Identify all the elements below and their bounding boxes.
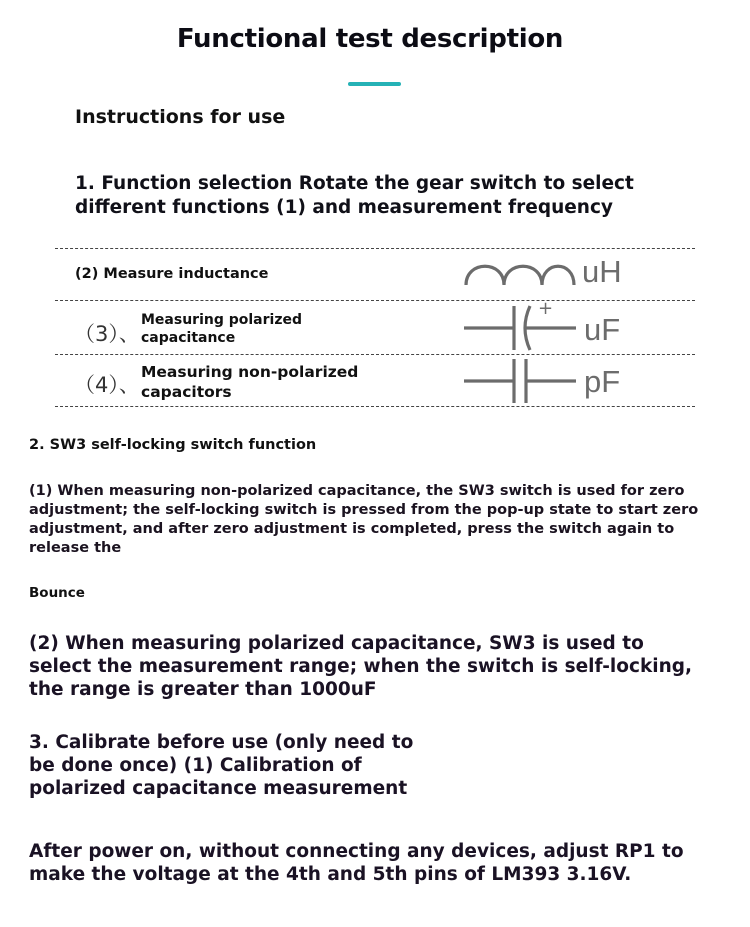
table-divider <box>55 406 695 407</box>
table-divider <box>55 248 695 249</box>
page-title: Functional test description <box>176 24 564 54</box>
bounce-label: Bounce <box>29 585 85 601</box>
table-divider <box>55 354 695 355</box>
calibration-heading: 3. Calibrate before use (only need to be done once) (1) Calibration of polarized capacitance measurement <box>29 732 414 799</box>
unit-uf: uF <box>584 312 621 347</box>
plus-mark: + <box>538 298 554 319</box>
paragraph-zero-adjustment: (1) When measuring non-polarized capacitance, the SW3 switch is used for zero adjustment; the self-locking switch is pressed from the pop-up state to start zero adjustment, and after zero adjustment is completed, press the switch again to release the <box>29 483 699 556</box>
inductor-icon <box>462 256 582 292</box>
instructions-heading: Instructions for use <box>75 106 286 128</box>
capacitor-icon <box>462 356 582 406</box>
title-underline-accent <box>348 82 401 86</box>
row-3-number: （3）、 <box>74 322 140 346</box>
unit-pf: pF <box>584 364 621 399</box>
paragraph-calibration-step: After power on, without connecting any devices, adjust RP1 to make the voltage at the 4th and 5th pins of LM393 3.16V. <box>29 841 684 885</box>
row-nonpolarized-label: Measuring non-polarized capacitors <box>141 363 359 401</box>
table-divider <box>55 300 695 301</box>
row-polarized-label: Measuring polarized capacitance <box>141 312 302 346</box>
row-4-number: （4）、 <box>74 373 140 397</box>
paragraph-range-select: (2) When measuring polarized capacitance, SW3 is used to select the measurement range; when the switch is self-locking, the range is greater than 1000uF <box>29 633 693 700</box>
sw3-heading: 2. SW3 self-locking switch function <box>29 437 317 453</box>
polarized-capacitor-icon <box>462 302 582 354</box>
row-inductance-label: (2) Measure inductance <box>75 266 269 282</box>
step-1-text: 1. Function selection Rotate the gear switch to select different functions (1) and measurement frequency <box>75 173 634 218</box>
unit-uh: uH <box>582 254 622 289</box>
